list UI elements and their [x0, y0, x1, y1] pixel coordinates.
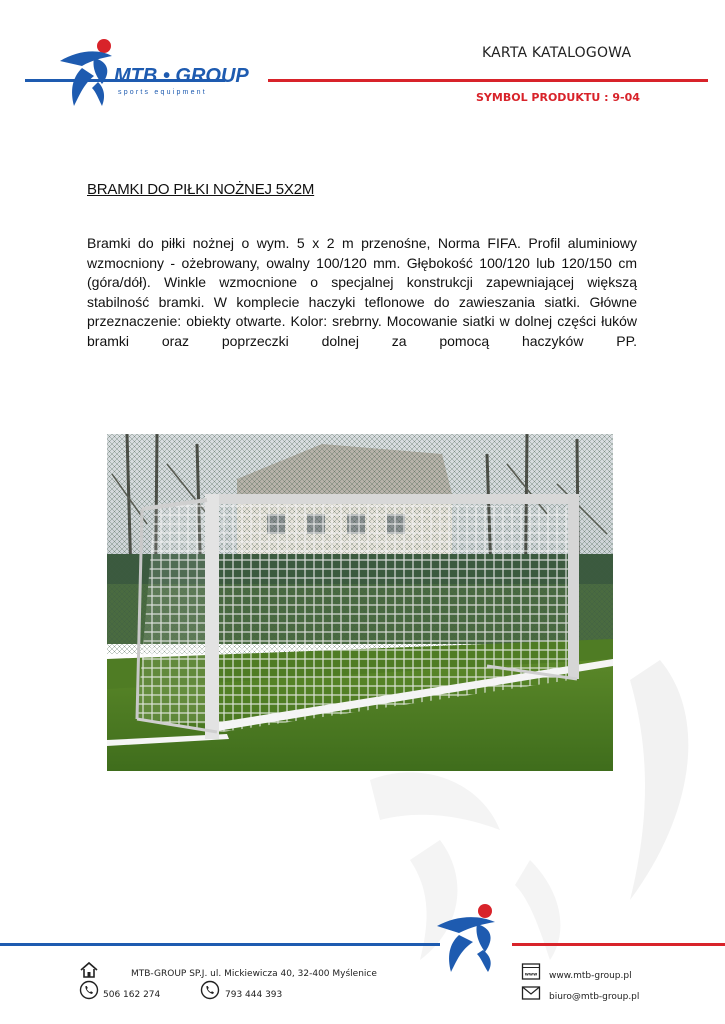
catalog-title: KARTA KATALOGOWA: [482, 45, 632, 61]
company-logo: [52, 36, 267, 111]
footer-address: MTB-GROUP SP.J. ul. Mickiewicza 40, 32-400 Myślenice: [131, 969, 377, 979]
footer-rule-blue: [0, 943, 440, 946]
logo-brand: MTB • GROUP: [114, 65, 249, 87]
web-icon: [521, 962, 541, 982]
product-photo: [107, 434, 613, 771]
footer-website[interactable]: www.mtb-group.pl: [549, 971, 632, 981]
phone-icon: [200, 980, 220, 1000]
phone-icon: [79, 980, 99, 1000]
web-icon-label: www: [524, 972, 538, 978]
product-description: Bramki do piłki nożnej o wym. 5 x 2 m przenośne, Norma FIFA. Profil aluminiowy wzmocniony - ożebrowany, owalny 100/120 mm. Głębokość 100/120 lub 120/150 cm (góra/dół). Winkle wzmocnione o specjalnej konstrukcji zapewniającej większą stabilność bramki. W komplecie haczyki teflonowe do zawieszania siatki. Główne przeznaczenie: obiekty otwarte. Kolor: srebrny. Mocowanie siatki w dolnej części łuków bramki oraz poprzeczki dolnej za pomocą haczyków PP.: [87, 235, 637, 349]
footer-email[interactable]: biuro@mtb-group.pl: [549, 992, 640, 1002]
home-icon: [79, 960, 99, 980]
header-rule-red: [268, 79, 708, 82]
footer-rule-red: [512, 943, 725, 946]
product-symbol: SYMBOL PRODUKTU : 9-04: [476, 91, 640, 104]
footer-phone-1[interactable]: 506 162 274: [103, 990, 161, 1000]
product-title: BRAMKI DO PIŁKI NOŻNEJ 5X2M: [87, 181, 315, 198]
logo-tagline: sports equipment: [118, 89, 207, 96]
footer-logo: [433, 902, 523, 974]
footer-phone-2[interactable]: 793 444 393: [225, 990, 283, 1000]
mail-icon: [521, 983, 541, 1003]
